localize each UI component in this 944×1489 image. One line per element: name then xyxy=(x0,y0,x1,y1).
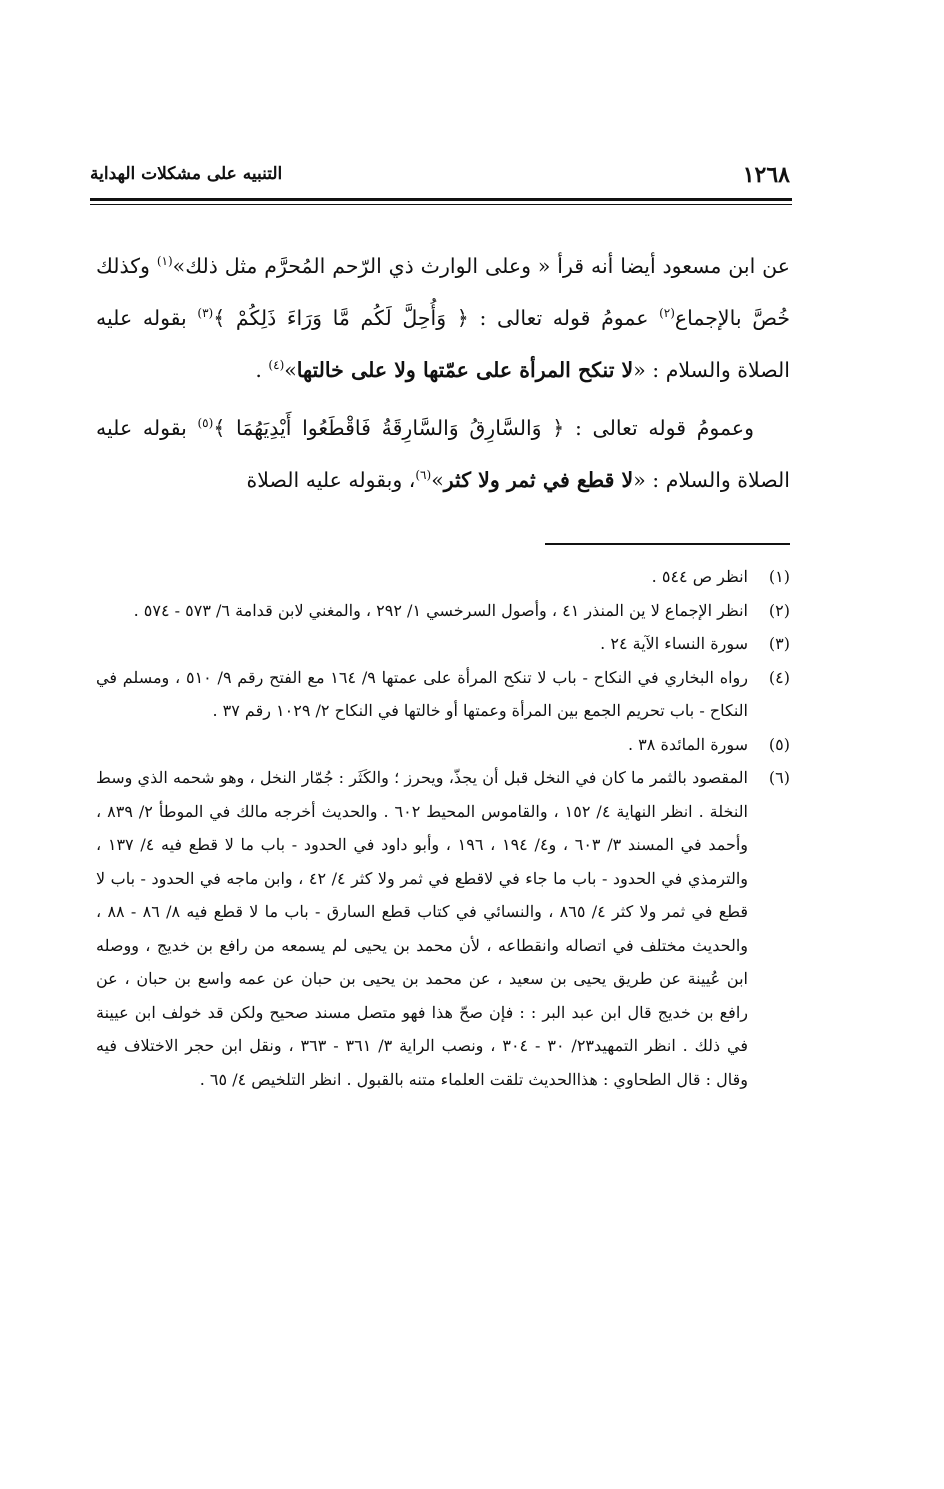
footnote-ref-1[interactable]: (١) xyxy=(156,254,173,269)
footnote-ref-2[interactable]: (٢) xyxy=(659,306,675,321)
footnote xyxy=(96,627,790,661)
text-run: » xyxy=(431,468,444,492)
text-run: ، وبقوله عليه الصلاة xyxy=(246,468,416,492)
footnote-number: (٦) xyxy=(768,768,790,787)
footnote-ref-4[interactable]: (٤) xyxy=(268,358,285,373)
footnote xyxy=(96,728,790,762)
header-rule-thin xyxy=(90,204,792,205)
main-text xyxy=(96,240,790,506)
footnote-ref-3[interactable]: (٣) xyxy=(197,306,214,321)
footnote-ref-6[interactable]: (٦) xyxy=(415,468,432,483)
text-run: بقوله عليه الصلاة والسلام : « xyxy=(96,416,790,492)
footnote xyxy=(96,761,790,1096)
footnote-number: (٢) xyxy=(768,600,790,620)
quran-quote: وعمومُ قوله تعالى : ﴿ وَالسَّارِقُ وَالسَّارِقَةُ فَاقْطَعُوا أَيْدِيَهُمَا ﴾ xyxy=(213,416,754,440)
page-number: ١٢٦٨ xyxy=(742,162,790,188)
footnote xyxy=(96,594,790,628)
running-title: التنبيه على مشكلات الهداية xyxy=(90,164,283,184)
quran-quote: عمومُ قوله تعالى : ﴿ وَأُحِلَّ لَكُم مَّا وَرَاءَ ذَلِكُمْ ﴾ xyxy=(213,306,660,330)
footnote-separator xyxy=(545,543,790,545)
text-run: وكذلك خُصَّ بالإجماع xyxy=(96,254,790,330)
hadith-quote: لا تنكح المرأة على عمّتها ولا على خالتها xyxy=(296,358,634,382)
paragraph-2 xyxy=(96,402,790,506)
footnote xyxy=(96,560,790,594)
footnote-text: انظر ص ٥٤٤ . xyxy=(651,567,748,586)
footnote-text: رواه البخاري في النكاح - باب لا تنكح المرأة على عمتها ٩/ ١٦٤ مع الفتح رقم ٩/ ٥١٠ ، ومسلم في النكاح - باب تحريم الجمع بين المرأة وعمتها أو خالتها في النكاح ٢/ ١٠٢٩ رقم ٣٧ . xyxy=(96,667,749,720)
footnote-ref-5[interactable]: (٥) xyxy=(197,416,214,431)
footnote-number: (١) xyxy=(768,567,790,586)
paragraph-1 xyxy=(96,240,790,396)
footnote-number: (٥) xyxy=(768,734,790,754)
footnote xyxy=(96,661,790,728)
header-rule-thick xyxy=(90,198,792,201)
text-run: عن ابن مسعود أيضا أنه قرأ « وعلى الوارث ذي الرّحم المُحرَّم مثل ذلك» xyxy=(172,254,790,278)
page-header xyxy=(90,158,790,198)
footnotes xyxy=(96,560,790,1096)
hadith-quote: لا قطع في ثمر ولا كثر xyxy=(443,468,634,492)
footnote-text: سورة النساء الآية ٢٤ . xyxy=(600,634,748,653)
footnote-text: سورة المائدة ٣٨ . xyxy=(628,734,748,754)
text-run: . xyxy=(255,358,269,382)
footnote-text: المقصود بالثمر ما كان في النخل قبل أن يجذّ، ويحرز ؛ والكَثَر : جُمّار النخل ، وهو شحمه الذي وسط النخلة . انظر النهاية ٤/ ١٥٢ ، والقاموس المحيط ٦٠٢ . والحديث أخرجه مالك في الموطأ ٢/ ٨٣٩ ، وأحمد في المسند ٣/ ٦٠٣ ، و٤/ ١٩٤ ، ١٩٦ ، وأبو داود في الحدود - باب ما لا قطع فيه ٤/ ١٣٧ ، والترمذي في الحدود - باب ما جاء في لاقطع في ثمر ولا كثر ٤/ ٤٢ ، وابن ماجه في الحدود - باب لا قطع في ثمر ولا كثر ٤/ ٨٦٥ ، والنسائي في كتاب قطع السارق - باب ما لا قطع فيه ٨/ ٨٦ - ٨٨ ، والحديث مختلف في اتصاله وانقطاعه ، لأن محمد بن يحيى لم يسمعه من رافع بن خديج ، ووصله ابن عُيينة عن طريق يحيى بن سعيد ، عن محمد بن يحيى بن حبان عن عمه واسع بن حبان ، عن رافع بن خديج قال ابن عبد البر : : فإن صحّ هذا فهو متصل مسند صحيح ولكن قد خولف ابن عيينة في ذلك . انظر التمهيد٢٣/ ٣٠ - ٣٠٤ ، ونصب الراية ٣/ ٣٦١ - ٣٦٣ ، ونقل ابن حجر الاختلاف فيه وقال : قال الطحاوي : هذاالحديث تلقت العلماء متنه بالقبول . انظر التلخيص ٤/ ٦٥ . xyxy=(96,768,749,1089)
footnote-text: انظر الإجماع لا ين المنذر ٤١ ، وأصول السرخسي ١/ ٢٩٢ ، والمغني لابن قدامة ٦/ ٥٧٣ - ٥٧٤ . xyxy=(133,600,748,620)
footnote-number: (٤) xyxy=(768,667,790,687)
text-run: » xyxy=(284,358,297,382)
text-run: بقوله عليه الصلاة والسلام : « xyxy=(96,306,790,382)
footnote-number: (٣) xyxy=(768,634,790,653)
